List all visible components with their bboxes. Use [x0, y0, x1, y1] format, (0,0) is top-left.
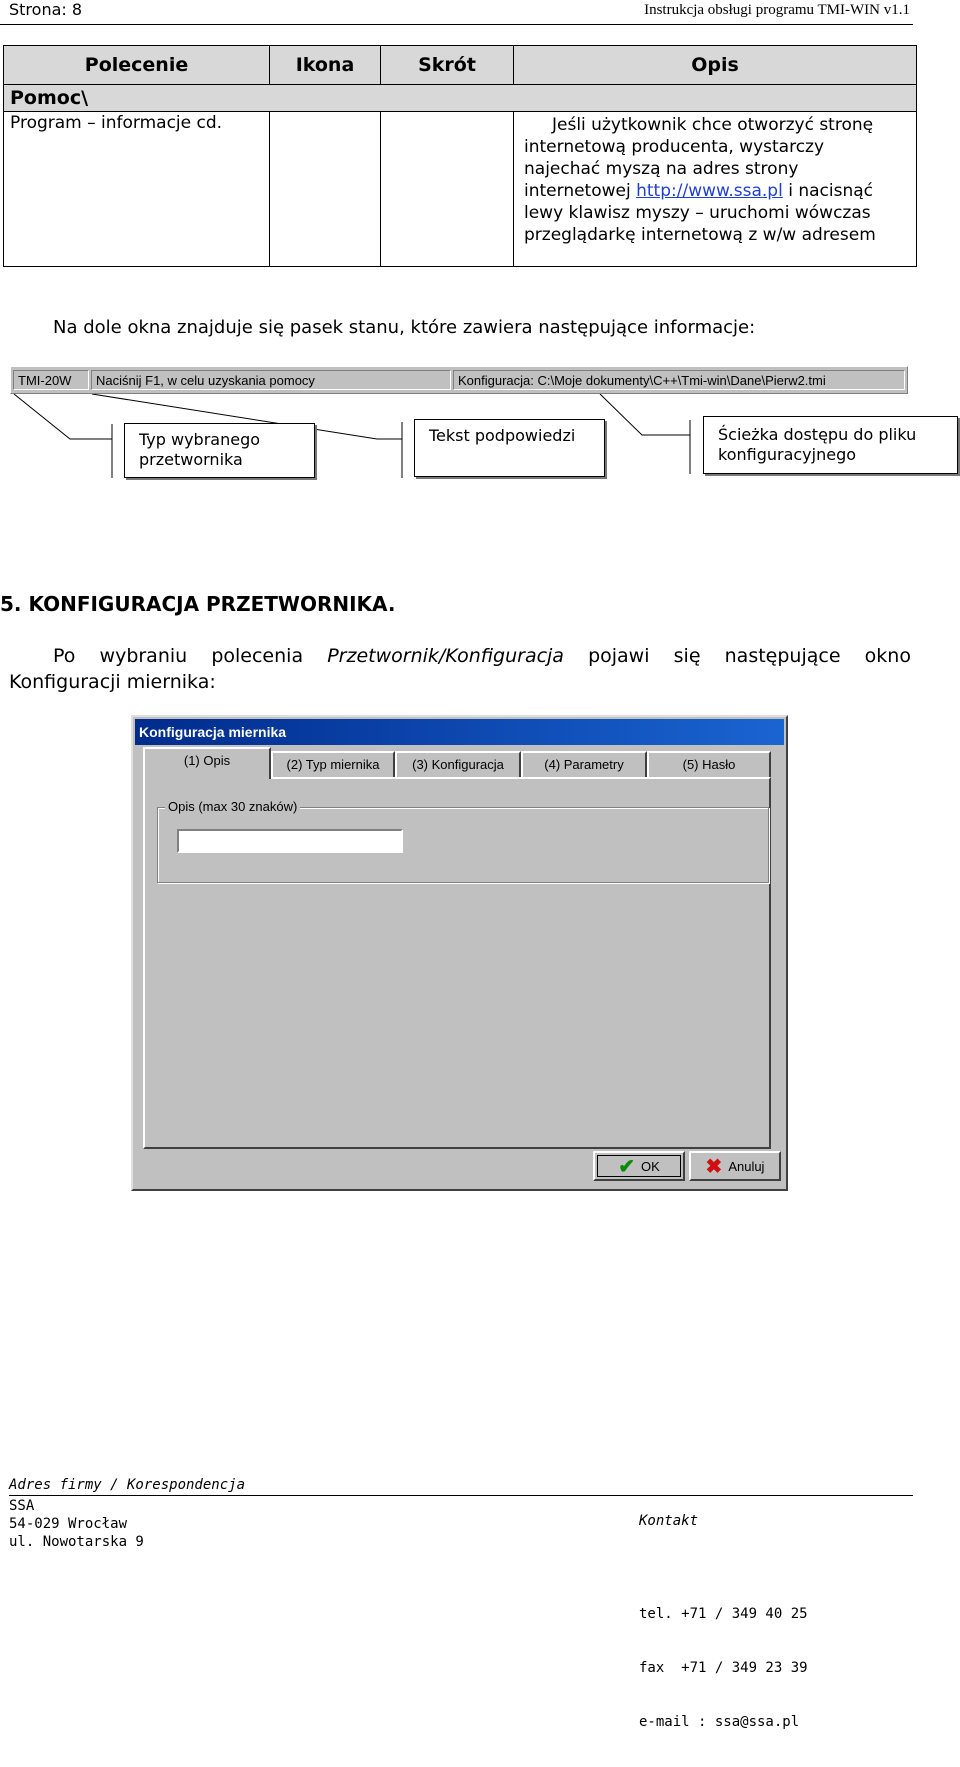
check-icon: ✔	[618, 1155, 635, 1178]
description-input[interactable]	[177, 829, 403, 853]
desc-line: najechać myszą na adres strony	[524, 159, 799, 179]
footer-line: 54-029 Wrocław	[9, 1516, 128, 1532]
section-paragraph	[9, 643, 911, 695]
footer-phone: tel. +71 / 349 40 25	[639, 1606, 808, 1622]
statusbar-intro: Na dole okna znajduje się pasek stanu, które zawiera następujące informacje:	[53, 317, 756, 338]
description-cell	[514, 112, 917, 267]
commands-table	[3, 45, 917, 267]
callout-config-path	[703, 416, 958, 474]
column-header-icon: Ikona	[270, 46, 381, 85]
footer-rule	[9, 1495, 913, 1496]
status-pane-device: TMI-20W	[13, 370, 89, 390]
word: Po	[53, 645, 76, 667]
desc-line: lewy klawisz myszy – uruchomi wówczas	[524, 203, 871, 223]
ok-button[interactable]	[593, 1151, 685, 1181]
footer-line: SSA	[9, 1498, 35, 1514]
cancel-label: Anuluj	[728, 1158, 765, 1174]
callout-text: Typ wybranego	[139, 430, 261, 449]
config-dialog	[131, 715, 788, 1191]
word: wybraniu	[99, 645, 188, 667]
page-number: Strona: 8	[9, 0, 83, 19]
table-row	[4, 112, 917, 267]
word: okno	[864, 645, 911, 667]
description-group-label: Opis (max 30 znaków)	[165, 799, 300, 814]
word: następujące	[724, 645, 841, 667]
close-icon: ✖	[705, 1155, 723, 1178]
ok-label: OK	[640, 1158, 660, 1174]
tab-konfiguracja[interactable]: (3) Konfiguracja	[395, 751, 521, 777]
menu-path: Przetwornik/Konfiguracja	[327, 645, 564, 667]
status-pane-hint: Naciśnij F1, w celu uzyskania pomocy	[91, 370, 451, 390]
desc-line	[524, 180, 908, 202]
callout-hint-text	[414, 419, 605, 477]
desc-line: Jeśli użytkownik chce otworzyć stronę	[552, 115, 874, 135]
word: się	[673, 645, 701, 667]
footer-email: e-mail : ssa@ssa.pl	[639, 1714, 800, 1730]
column-header-command: Polecenie	[4, 46, 270, 85]
desc-line: przeglądarkę internetową z w/w adresem	[524, 225, 876, 245]
section-label: Pomoc\	[4, 85, 917, 112]
document-title: Instrukcja obsługi programu TMI-WIN v1.1	[644, 2, 910, 18]
desc-text: i nacisnąć	[782, 181, 873, 201]
footer-line: ul. Nowotarska 9	[9, 1534, 144, 1550]
callout-text: Tekst podpowiedzi	[429, 426, 576, 445]
footer-fax: fax +71 / 349 23 39	[639, 1660, 808, 1676]
icon-cell	[270, 112, 381, 267]
desc-line: internetową producenta, wystarczy	[524, 137, 825, 157]
tab-opis[interactable]: (1) Opis	[143, 747, 271, 779]
dialog-title-bar: Konfiguracja miernika	[135, 719, 784, 745]
shortcut-cell	[381, 112, 514, 267]
table-section-row	[4, 85, 917, 112]
callout-line-path	[600, 394, 690, 435]
word: pojawi	[588, 645, 650, 667]
tab-panel	[143, 777, 771, 1149]
tab-haslo[interactable]: (5) Hasło	[647, 751, 771, 777]
column-header-shortcut: Skrót	[381, 46, 514, 85]
callout-text: Ścieżka dostępu do pliku	[718, 425, 917, 444]
footer-contact-heading: Kontakt	[639, 1513, 699, 1529]
footer-address-heading: Adres firmy / Korespondencja	[9, 1477, 246, 1493]
command-cell: Program – informacje cd.	[4, 112, 270, 267]
desc-text: internetowej	[524, 181, 637, 201]
paragraph-line	[9, 643, 911, 669]
tab-typ-miernika[interactable]: (2) Typ miernika	[271, 751, 395, 777]
paragraph-line: Konfiguracji miernika:	[9, 671, 216, 693]
tab-parametry[interactable]: (4) Parametry	[521, 751, 647, 777]
header-rule	[0, 24, 913, 25]
column-header-description: Opis	[514, 46, 917, 85]
word: polecenia	[211, 645, 304, 667]
callout-text: konfiguracyjnego	[718, 445, 857, 464]
status-pane-config-path: Konfiguracja: C:\Moje dokumenty\C++\Tmi-win\Dane\Pierw2.tmi	[453, 370, 905, 390]
status-bar	[10, 366, 908, 394]
section-heading: 5. KONFIGURACJA PRZETWORNIKA.	[0, 592, 396, 616]
table-header-row	[4, 46, 917, 85]
callout-text: przetwornika	[139, 450, 243, 469]
cancel-button[interactable]	[689, 1151, 781, 1181]
website-link[interactable]: http://www.ssa.pl	[636, 181, 783, 201]
callout-line-type	[14, 394, 112, 439]
callout-device-type	[124, 423, 315, 478]
footer-contact	[639, 1476, 808, 1767]
footer-address	[9, 1476, 245, 1551]
